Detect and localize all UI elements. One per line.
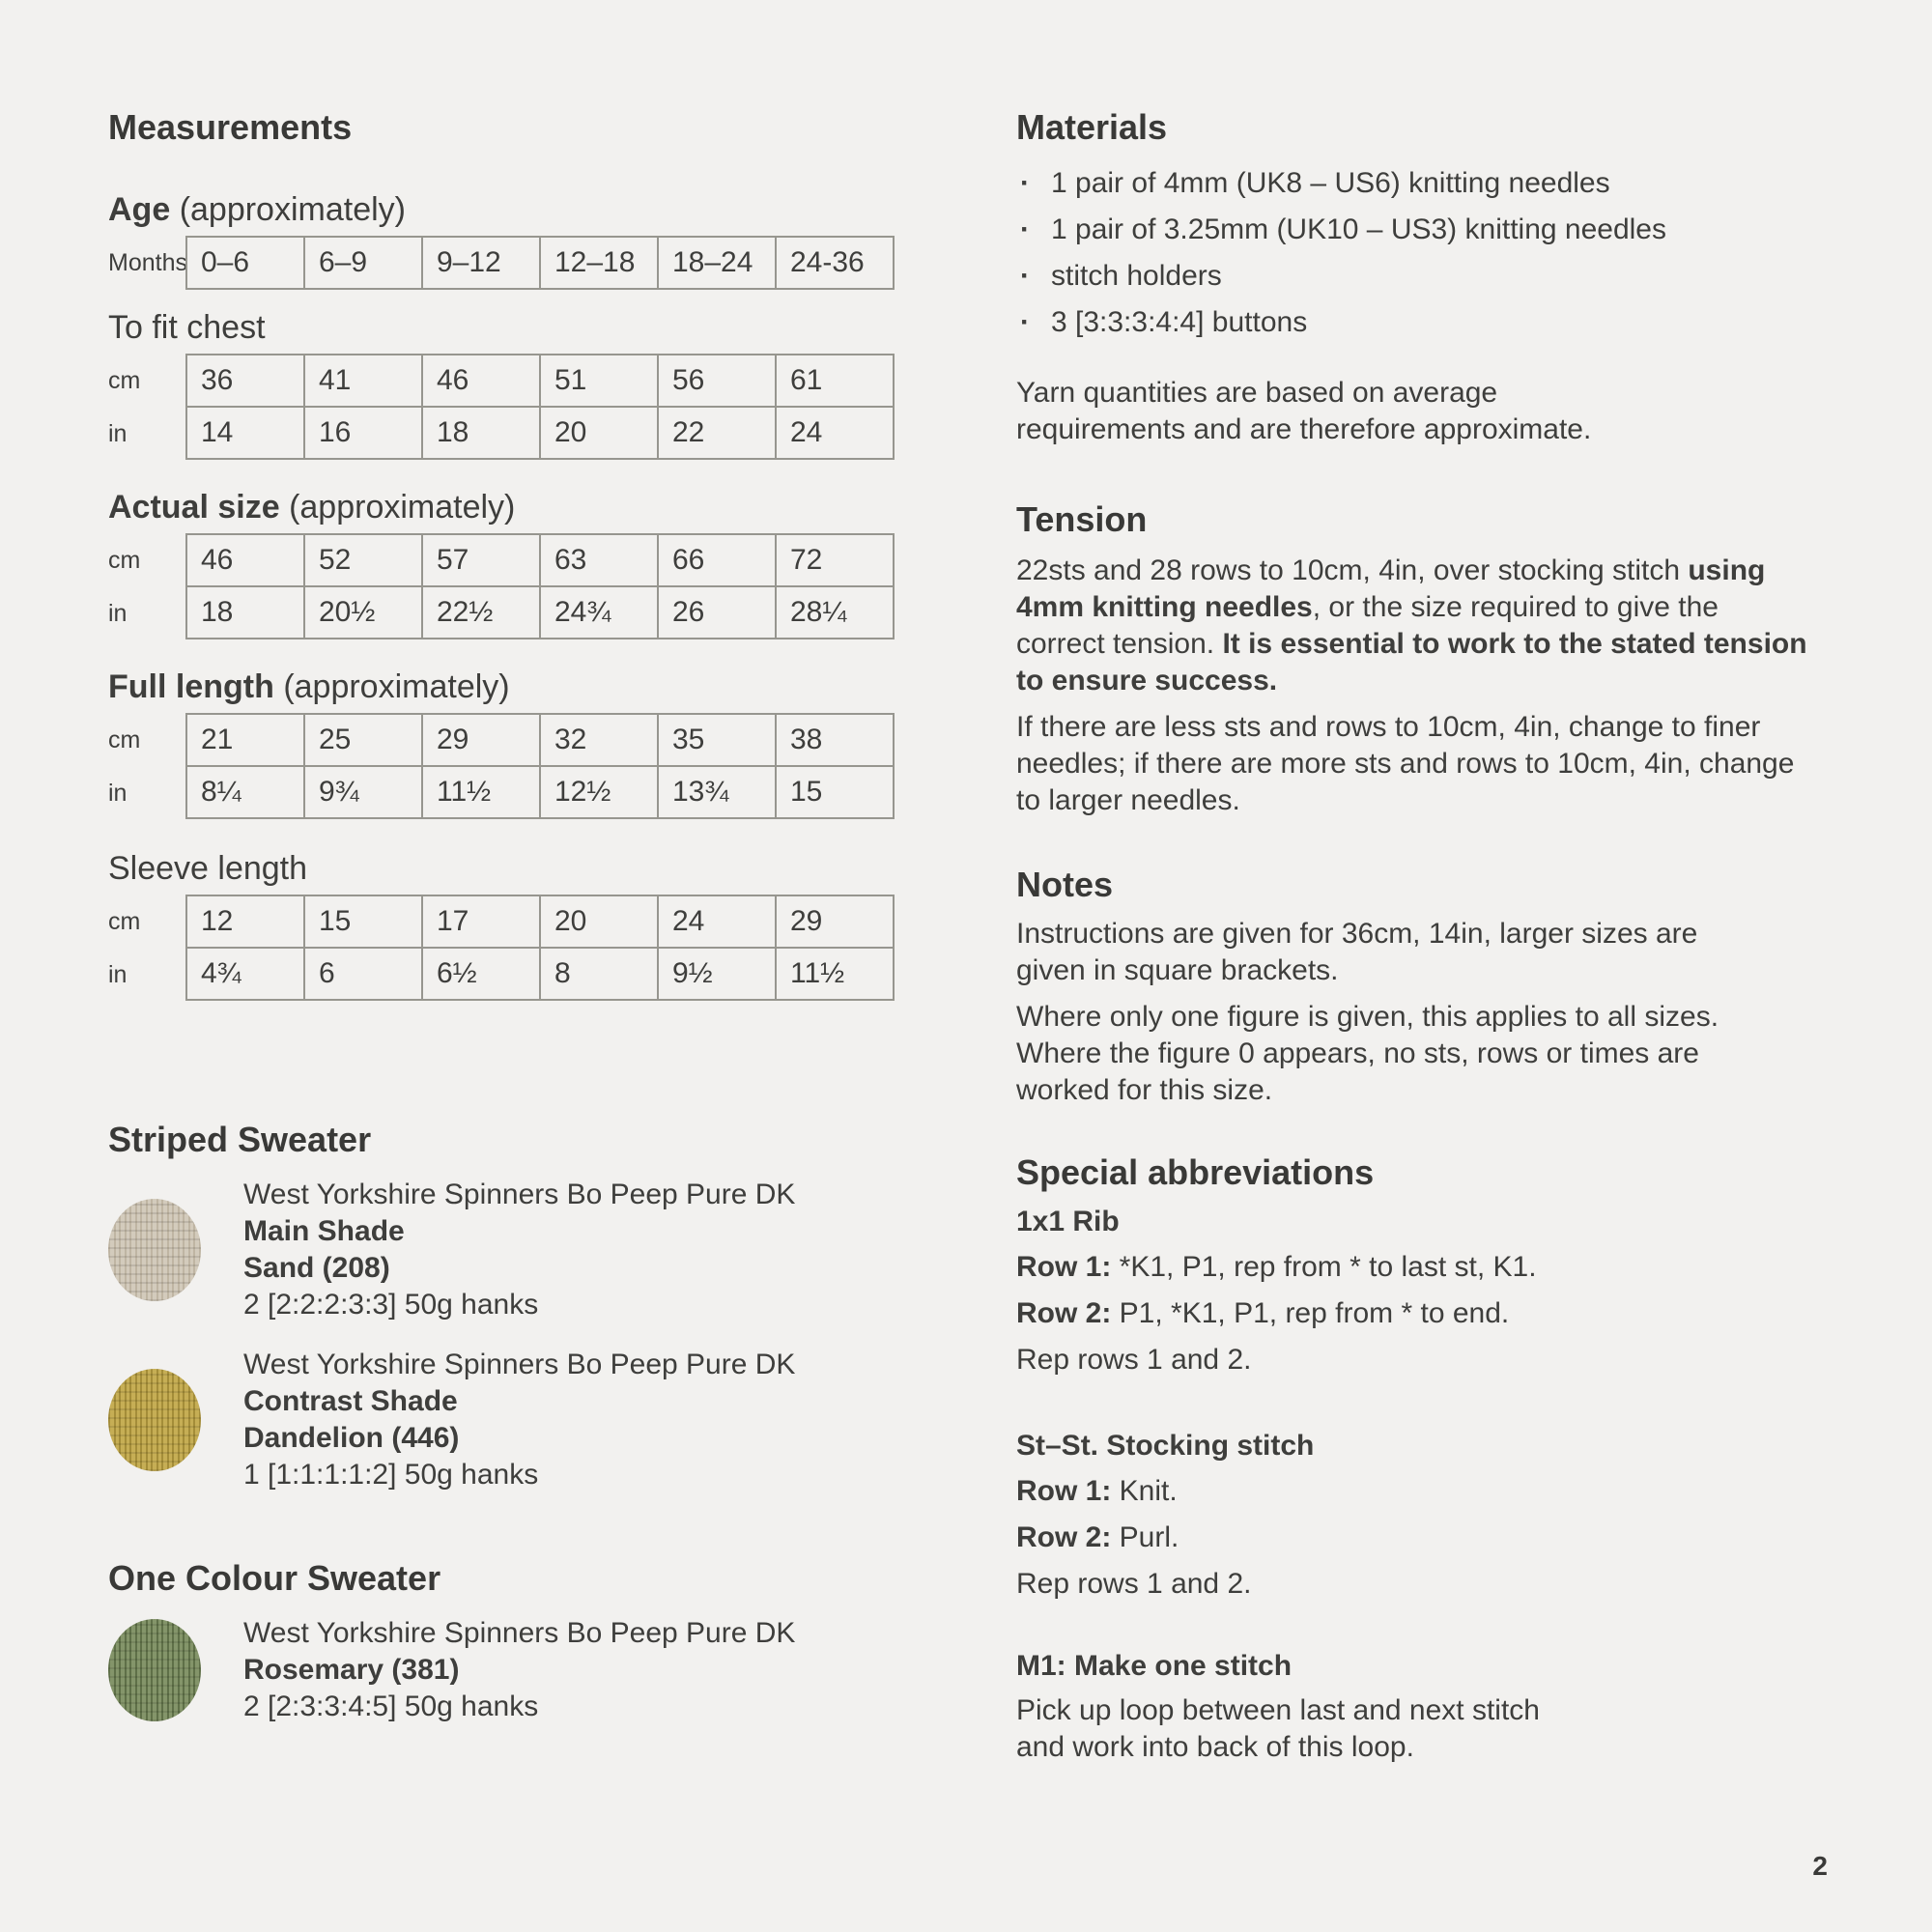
table-cell: 24 xyxy=(775,406,895,460)
table-cell: 14 xyxy=(185,406,305,460)
table-cell: 29 xyxy=(775,895,895,949)
table-cell: 28¼ xyxy=(775,585,895,639)
table-cell: 9½ xyxy=(657,947,777,1001)
table-cell: 6–9 xyxy=(303,236,423,290)
stocking-stitch-row-2: Row 2: Purl. xyxy=(1016,1521,1179,1553)
stocking-stitch-rep: Rep rows 1 and 2. xyxy=(1016,1568,1252,1600)
row-unit-label: cm xyxy=(108,546,141,574)
sleeve-length-table xyxy=(108,895,958,1001)
special-abbreviations-title: Special abbreviations xyxy=(1016,1152,1375,1192)
table-cell: 22 xyxy=(657,406,777,460)
table-cell: 22½ xyxy=(421,585,541,639)
row-unit-label: cm xyxy=(108,725,141,753)
full-length-table xyxy=(108,713,958,819)
table-row xyxy=(108,949,958,1001)
rosemary-yarn-details: West Yorkshire Spinners Bo Peep Pure DK Rosemary (381) 2 [2:3:3:4:5] 50g hanks xyxy=(243,1617,796,1722)
row-unit-label: in xyxy=(108,960,128,988)
sleeve-length-heading xyxy=(108,848,958,889)
sand-yarn-details: West Yorkshire Spinners Bo Peep Pure DK Main Shade Sand (208) 2 [2:2:2:3:3] 50g hanks xyxy=(243,1179,796,1321)
yarn-quantities-note: Yarn quantities are based on average requirements and are therefore approximate. xyxy=(1016,377,1592,445)
table-cell: 17 xyxy=(421,895,541,949)
table-cell: 11½ xyxy=(421,765,541,819)
yarn-entry-rosemary xyxy=(108,1615,958,1725)
table-cell: 18 xyxy=(185,585,305,639)
rosemary-yarn-swatch xyxy=(108,1619,201,1721)
table-cell: 21 xyxy=(185,713,305,767)
table-cell: 72 xyxy=(775,533,895,587)
sleeve-length-heading-name: Sleeve length xyxy=(108,850,308,887)
table-cell: 12–18 xyxy=(539,236,659,290)
dandelion-yarn-details: West Yorkshire Spinners Bo Peep Pure DK Contrast Shade Dandelion (446) 1 [1:1:1:1:2] 50g hanks xyxy=(243,1349,796,1491)
notes-title: Notes xyxy=(1016,865,1114,904)
actual-size-heading-suffix: (approximately) xyxy=(289,489,516,526)
table-cell: 18–24 xyxy=(657,236,777,290)
table-cell: 20 xyxy=(539,895,659,949)
actual-size-section xyxy=(108,487,958,639)
make-one-name: M1: Make one stitch xyxy=(1016,1650,1293,1682)
rib-rows xyxy=(1016,1244,1886,1383)
table-row xyxy=(108,533,958,587)
chest-section xyxy=(108,307,958,460)
measurements-title: Measurements xyxy=(108,107,353,147)
stocking-stitch-name: St–St. Stocking stitch xyxy=(1016,1430,1315,1462)
table-cell: 46 xyxy=(421,354,541,408)
table-cell: 26 xyxy=(657,585,777,639)
page-number: 2 xyxy=(1812,1851,1828,1881)
materials-title: Materials xyxy=(1016,107,1168,147)
age-heading xyxy=(108,189,958,230)
chest-table xyxy=(108,354,958,460)
table-cell: 6 xyxy=(303,947,423,1001)
table-cell: 20½ xyxy=(303,585,423,639)
table-cell: 57 xyxy=(421,533,541,587)
table-cell: 38 xyxy=(775,713,895,767)
actual-size-heading xyxy=(108,487,958,527)
table-cell: 12½ xyxy=(539,765,659,819)
notes-paragraph-1: Instructions are given for 36cm, 14in, larger sizes are given in square brackets. xyxy=(1016,918,1698,986)
yarn-entry-dandelion xyxy=(108,1347,958,1493)
materials-item: · 1 pair of 3.25mm (UK10 – US3) knitting needles xyxy=(1016,207,1886,253)
sand-yarn-swatch xyxy=(108,1199,201,1301)
table-cell: 6½ xyxy=(421,947,541,1001)
row-unit-label: in xyxy=(108,419,128,447)
materials-list xyxy=(1016,160,1886,346)
chest-heading xyxy=(108,307,958,348)
table-cell: 24-36 xyxy=(775,236,895,290)
table-cell: 9¾ xyxy=(303,765,423,819)
table-cell: 36 xyxy=(185,354,305,408)
table-row xyxy=(108,767,958,819)
measurements-column xyxy=(108,0,958,1725)
notes-paragraph-2: Where only one figure is given, this applies to all sizes. Where the figure 0 appears, no sts, rows or times are worked for this size. xyxy=(1016,1001,1719,1106)
table-cell: 66 xyxy=(657,533,777,587)
rib-row-2: Row 2: P1, *K1, P1, rep from * to end. xyxy=(1016,1297,1510,1329)
row-unit-label: in xyxy=(108,779,128,807)
table-row xyxy=(108,354,958,408)
table-cell: 8¼ xyxy=(185,765,305,819)
row-unit-label: cm xyxy=(108,366,141,394)
table-cell: 56 xyxy=(657,354,777,408)
row-unit-label: cm xyxy=(108,907,141,935)
age-table xyxy=(108,236,958,290)
make-one-description: Pick up loop between last and next stitch and work into back of this loop. xyxy=(1016,1694,1540,1763)
table-cell: 25 xyxy=(303,713,423,767)
table-cell: 0–6 xyxy=(185,236,305,290)
full-length-heading-name: Full length xyxy=(108,668,274,705)
stocking-stitch-rows xyxy=(1016,1468,1886,1607)
table-cell: 63 xyxy=(539,533,659,587)
table-cell: 35 xyxy=(657,713,777,767)
table-cell: 52 xyxy=(303,533,423,587)
table-cell: 11½ xyxy=(775,947,895,1001)
table-cell: 24¾ xyxy=(539,585,659,639)
age-section xyxy=(108,189,958,290)
row-unit-label: Months xyxy=(108,248,187,276)
age-heading-name: Age xyxy=(108,191,171,228)
yarn-entry-sand xyxy=(108,1177,958,1323)
rib-name: 1x1 Rib xyxy=(1016,1206,1120,1237)
one-colour-sweater-title: One Colour Sweater xyxy=(108,1558,441,1598)
table-cell: 24 xyxy=(657,895,777,949)
table-cell: 12 xyxy=(185,895,305,949)
table-cell: 13¾ xyxy=(657,765,777,819)
full-length-heading-suffix: (approximately) xyxy=(283,668,510,705)
table-row xyxy=(108,236,958,290)
tension-paragraph-2: If there are less sts and rows to 10cm, 4in, change to finer needles; if there are more sts and rows to 10cm, 4in, change to larger needles. xyxy=(1016,711,1795,816)
stocking-stitch-row-1: Row 1: Knit. xyxy=(1016,1475,1178,1507)
table-row xyxy=(108,895,958,949)
rib-rep: Rep rows 1 and 2. xyxy=(1016,1344,1252,1376)
actual-size-table xyxy=(108,533,958,639)
rib-row-1: Row 1: *K1, P1, rep from * to last st, K1. xyxy=(1016,1251,1537,1283)
full-length-section xyxy=(108,667,958,819)
table-cell: 15 xyxy=(775,765,895,819)
dandelion-yarn-swatch xyxy=(108,1369,201,1471)
row-unit-label: in xyxy=(108,599,128,627)
table-cell: 4¾ xyxy=(185,947,305,1001)
full-length-heading xyxy=(108,667,958,707)
actual-size-heading-name: Actual size xyxy=(108,489,280,526)
table-cell: 9–12 xyxy=(421,236,541,290)
materials-item: · stitch holders xyxy=(1016,253,1886,299)
table-row xyxy=(108,587,958,639)
striped-sweater-title: Striped Sweater xyxy=(108,1120,372,1159)
table-cell: 8 xyxy=(539,947,659,1001)
instructions-column xyxy=(1016,0,1886,1766)
chest-heading-name: To fit chest xyxy=(108,309,266,346)
table-cell: 61 xyxy=(775,354,895,408)
table-cell: 18 xyxy=(421,406,541,460)
table-row xyxy=(108,408,958,460)
table-cell: 51 xyxy=(539,354,659,408)
table-row xyxy=(108,713,958,767)
materials-item: · 3 [3:3:3:4:4] buttons xyxy=(1016,299,1886,346)
table-cell: 15 xyxy=(303,895,423,949)
table-cell: 16 xyxy=(303,406,423,460)
table-cell: 41 xyxy=(303,354,423,408)
age-heading-suffix: (approximately) xyxy=(179,191,406,228)
table-cell: 20 xyxy=(539,406,659,460)
materials-item: · 1 pair of 4mm (UK8 – US6) knitting needles xyxy=(1016,160,1886,207)
tension-paragraph-1: 22sts and 28 rows to 10cm, 4in, over stocking stitch using 4mm knitting needles, or the size required to give the correct tension. It is essential to work to the stated tension to ensure success. xyxy=(1016,554,1807,696)
sleeve-length-section xyxy=(108,848,958,1001)
table-cell: 29 xyxy=(421,713,541,767)
tension-title: Tension xyxy=(1016,499,1148,539)
table-cell: 46 xyxy=(185,533,305,587)
table-cell: 32 xyxy=(539,713,659,767)
